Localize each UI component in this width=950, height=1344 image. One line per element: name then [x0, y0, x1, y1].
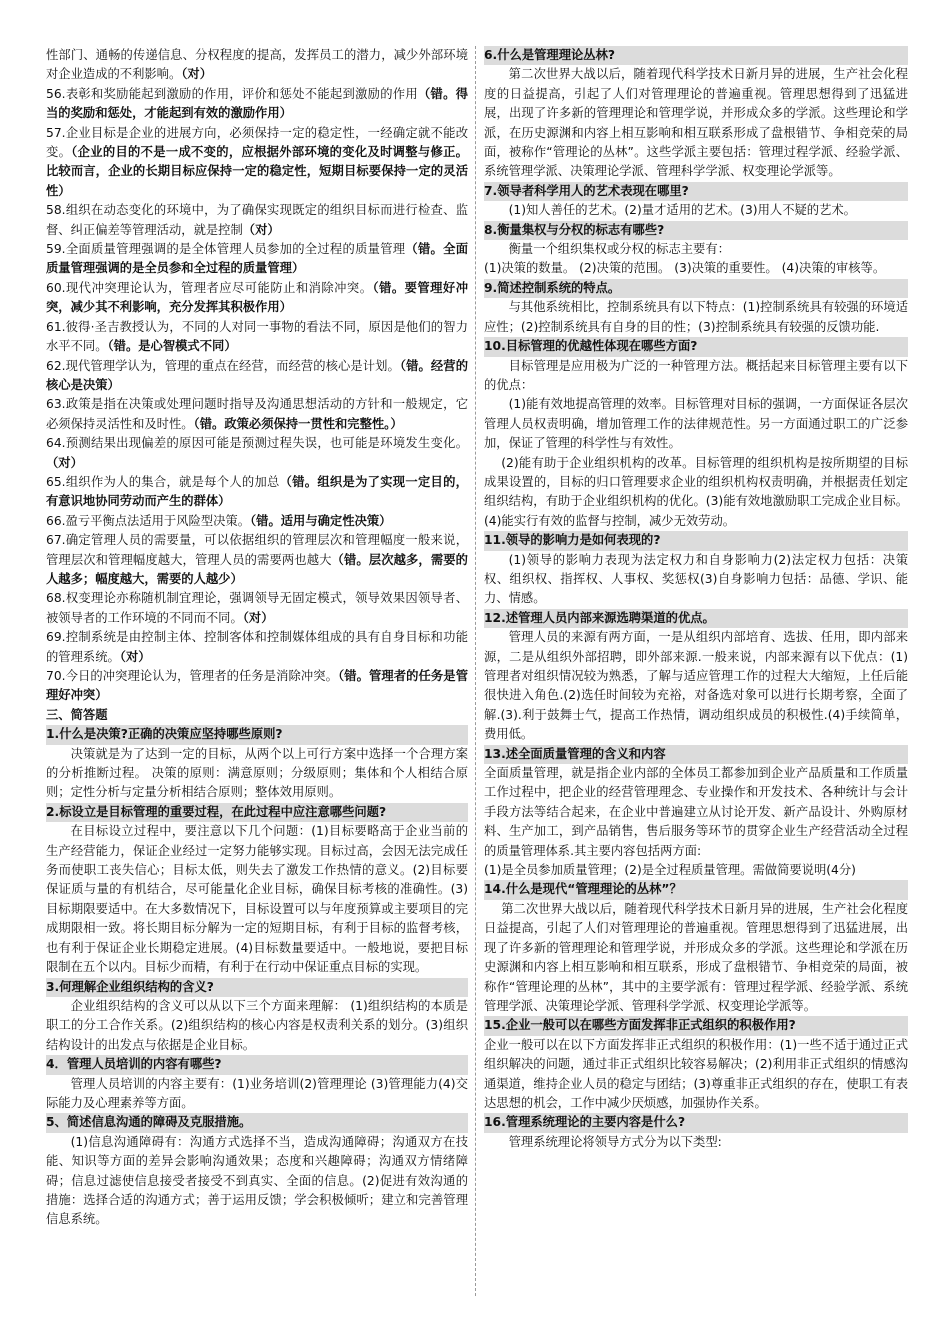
answer-paragraph: 衡量一个组织集权或分权的标志主要有： [508, 242, 730, 257]
question-heading: 1.什么是决策?正确的决策应坚持哪些原则? [46, 725, 468, 744]
answer-paragraph: (1)是全员参加质量管理；(2)是全过程质量管理。需做简要说明(4分) [484, 863, 856, 878]
question-heading: 2.标设立是目标管理的重要过程，在此过程中应注意哪些问题? [46, 803, 468, 822]
question-heading: 8.衡量集权与分权的标志有哪些? [484, 221, 908, 240]
answer-paragraph: 在目标设立过程中，要注意以下几个问题：(1)目标要略高于企业当前的生产经营能力，保证企业经过一定努力能够实现。目标过高，会因无法完成任务而使职工丧失信心；目标太低，则失去了激发工作热情的意义。(2)目标要保证质与量的有机结合，尽可能量化企业目标，确保目标考核的准确性。(3)目标期限要适中。在大多数情况下，目标设置可以与年度预算或主要项目的完成期限相一致。将长期目标分解为一定的短期目标，有利于目标的监督考核，也有利于保证企业长期稳定进展。(4)目标数量要适中。一般地说，要把目标限制在五个以内。目标少而精，有利于在行动中保证重点目标的实现。 [46, 824, 468, 975]
answer-paragraph: (1)知人善任的艺术。(2)量才适用的艺术。(3)用人不疑的艺术。 [508, 203, 856, 218]
right-column [484, 46, 908, 1152]
answer-paragraph: 企业组织结构的含义可以从以下三个方面来理解： (1)组织结构的本质是职工的分工合作关系。(2)组织结构的核心内容是权责利关系的划分。(3)组织结构设计的出发点与依据是企业目标。 [46, 998, 468, 1052]
question-heading: 7.领导者科学用人的艺术表现在哪里? [484, 182, 908, 201]
tf-item: 70.今日的冲突理论认为，管理者的任务是消除冲突。（错。管理者的任务是管理好冲突） [46, 669, 468, 703]
answer-paragraph: (1)能有效地提高管理的效率。目标管理对目标的强调，一方面保证各层次管理人员权责明确，增加管理工作的法律规范性。另一方面通过职工的广泛参加，保证了管理的科学性与有效性。 [484, 397, 908, 451]
answer-paragraph: (2)能有助于企业组织机构的改革。目标管理的组织机构是按所期望的目标成果设置的，目标的归口管理要求企业的组织机构权责明确，并根据责任划定组织结构，有助于企业组织机构的优化。(3)能有效地激励职工完成企业目标。(4)能实行有效的监督与控制，减少无效劳动。 [484, 455, 908, 528]
column-divider [475, 46, 476, 1296]
question-heading: 15.企业一般可以在哪些方面发挥非正式组织的积极作用? [484, 1016, 908, 1035]
tf-item: 60.现代冲突理论认为，管理者应尽可能防止和消除冲突。（错。要管理好冲突，减少其不利影响，充分发挥其积极作用） [46, 280, 468, 315]
tf-item: 58.组织在动态变化的环境中，为了确保实现既定的组织目标而进行检查、监督、纠正偏差等管理活动，就是控制（对） [46, 203, 468, 237]
question-heading: 5、简述信息沟通的障碍及克服措施。 [46, 1113, 468, 1132]
question-heading: 12.述管理人员内部来源选聘渠道的优点。 [484, 609, 908, 628]
left-column [46, 46, 468, 1230]
answer-paragraph: 管理人员培训的内容主要有：(1)业务培训(2)管理理论 (3)管理能力(4)交际能力及心理素养等方面。 [46, 1076, 468, 1110]
answer-paragraph: (1)决策的数量。 (2)决策的范围。 (3)决策的重要性。 (4)决策的审核等。 [484, 261, 886, 276]
tf-item: 65.组织作为人的集合，就是每个人的加总（错。组织是为了实现一定目的，有意识地协同劳动而产生的群体） [46, 474, 468, 509]
question-heading: 3.何理解企业组织结构的含义? [46, 978, 468, 997]
tf-item: 61.彼得·圣吉教授认为，不同的人对同一事物的看法不同，原因是他们的智力水平不同。（错。是心智模式不同） [46, 319, 468, 354]
answer-paragraph: 第二次世界大战以后，随着现代科学技术日新月异的进展，生产社会化程度的日益提高，引起了人们对管理理论的普遍重视。管理思想得到了迅猛进展，出现了许多新的管理理论和管理学说，并形成众多的学派。这些理论和学派，在历史源渊和内容上相互影响和相互联系形成了盘根错节、争相竞荣的局面，被称作“管理论的丛林”。这些学派主要包括：管理过程学派、经验学派、系统管理学派、决策理论学派、管理科学学派、权变理论学派等。 [484, 67, 908, 179]
section-title: 三、简答题 [46, 707, 108, 722]
answer-paragraph: 企业一般可以在以下方面发挥非正式组织的积极作用：(1)一些不适于通过正式组织解决的问题，通过非正式组织比较容易解决；(2)利用非正式组织的情感沟通渠道，维持企业人员的稳定与团结；(3)尊重非正式组织的存在，使职工有表达思想的机会，工作中减少厌烦感，加强协作关系。 [484, 1037, 908, 1110]
tf-item: 56.表彰和奖励能起到激励的作用，评价和惩处不能起到激励的作用（错。得当的奖励和惩处，才能起到有效的激励作用） [46, 86, 468, 121]
question-heading: 9.简述控制系统的特点。 [484, 279, 908, 298]
answer-paragraph: 第二次世界大战以后，随着现代科学技术日新月异的进展，生产社会化程度日益提高，引起了人们对管理理论的普遍重视。管理思想得到了迅猛进展，出现了许多新的管理理论和管理学说，并形成众多的学派。这些理论和学派在历史源渊和内容上相互影响和相互联系，形成了盘根错节、争相竞荣的局面，被称作“管理论理的丛林”，其中的主要学派有：管理过程学派、经验学派、系统管理学派、决策理论学派、管理科学学派、权变理论学派等。 [484, 901, 908, 1013]
question-heading: 10.目标管理的优越性体现在哪些方面? [484, 337, 908, 356]
tf-item: 68.权变理论亦称随机制宜理论，强调领导无固定模式，领导效果因领导者、被领导者的工作环境的不同而不同。（对） [46, 591, 468, 625]
answer-paragraph: 决策就是为了达到一定的目标，从两个以上可行方案中选择一个合理方案的分析推断过程。 决策的原则：满意原则；分级原则；集体和个人相结合原则；定性分析与定量分析相结合原则；整体效用原则。 [46, 746, 468, 800]
question-heading: 13.述全面质量管理的含义和内容 [484, 745, 908, 764]
question-heading: 6.什么是管理理论丛林? [484, 46, 908, 65]
question-heading: 4．管理人员培训的内容有哪些? [46, 1055, 468, 1074]
tf-item: 性部门、通畅的传递信息、分权程度的提高，发挥员工的潜力，减少外部环境对企业造成的不利影响。（对） [46, 48, 468, 82]
answer-paragraph: 与其他系统相比，控制系统具有以下特点：(1)控制系统具有较强的环境适应性；(2)控制系统具有自身的目的性；(3)控制系统具有较强的反馈功能. [484, 300, 908, 334]
answer-paragraph: 管理人员的来源有两方面，一是从组织内部培育、选拔、任用，即内部来源，二是从组织外部招聘，即外部来源.一般来说，内部来源有以下优点：(1)管理者对组织情况较为熟悉，了解与适应管理工作的过程大大缩短，上任后能很快进入角色.(2)选任时间较为充裕，对备选对象可以进行长期考察，全面了解.(3).利于鼓舞士气，提高工作热情，调动组织成员的积极性.(4)手续简单，费用低。 [484, 630, 908, 742]
question-heading: 16.管理系统理论的主要内容是什么? [484, 1113, 908, 1132]
answer-paragraph: (1)信息沟通障碍有：沟通方式选择不当，造成沟通障碍；沟通双方在技能、知识等方面的差异会影响沟通效果；态度和兴趣障碍；沟通双方情绪障碍；信息过滤使信息接受者接受不到真实、全面的信息。(2)促进有效沟通的措施：选择合适的沟通方式；善于运用反馈；学会积极倾听；建立和完善管理信息系统。 [46, 1134, 468, 1227]
tf-item: 69.控制系统是由控制主体、控制客体和控制媒体组成的具有自身目标和功能的管理系统。（对） [46, 630, 468, 664]
tf-item: 57.企业目标是企业的进展方向，必须保持一定的稳定性，一经确定就不能改变。（企业的目的不是一成不变的，应根据外部环境的变化及时调整与修正。比较而言，企业的长期目标应保持一定的稳定性，短期目标要保持一定的灵活性） [46, 125, 468, 198]
tf-item: 63.政策是指在决策或处理问题时指导及沟通思想活动的方针和一般规定，它必须保持灵活性和及时性。（错。政策必须保持一贯性和完整性。） [46, 397, 468, 431]
tf-item: 67.确定管理人员的需要量，可以依据组织的管理层次和管理幅度一般来说，管理层次和管理幅度越大，管理人员的需要两也越大（错。层次越多，需要的人越多；幅度越大，需要的人越少） [46, 533, 468, 586]
answer-paragraph: 管理系统理论将领导方式分为以下类型: [508, 1134, 722, 1149]
answer-paragraph: (1)领导的影响力表现为法定权力和自身影响力(2)法定权力包括：决策权、组织权、指挥权、人事权、奖惩权(3)自身影响力包括：品德、学识、能力、情感。 [484, 552, 908, 606]
answer-paragraph: 全面质量管理，就是指企业内部的全体员工都参加到企业产品质量和工作质量工作过程中，把企业的经营管理理念、专业操作和开发技术、各种统计与会计手段方法等结合起来，在企业中普遍建立从讨论开发、新产品设计、外购原材料、生产加工，到产品销售，售后服务等环节的贯穿企业生产经营活动全过程的质量管理体系.其主要内容包括两方面: [484, 766, 908, 858]
tf-item: 66.盈亏平衡点法适用于风险型决策。（错。适用与确定性决策） [46, 513, 392, 528]
tf-item: 59.全面质量管理强调的是全体管理人员参加的全过程的质量管理（错。全面质量管理强调的是全员参和全过程的质量管理） [46, 242, 468, 276]
question-heading: 14.什么是现代“管理理论的丛林”？ [484, 880, 908, 899]
tf-item: 64.预测结果出现偏差的原因可能是预测过程失误，也可能是环境发生变化。（对） [46, 436, 468, 470]
question-heading: 11.领导的影响力是如何表现的? [484, 531, 908, 550]
answer-paragraph: 目标管理是应用极为广泛的一种管理方法。概括起来目标管理主要有以下的优点： [484, 358, 908, 392]
tf-item: 62.现代管理学认为，管理的重点在经营，而经营的核心是计划。（错。经营的核心是决策） [46, 358, 468, 392]
